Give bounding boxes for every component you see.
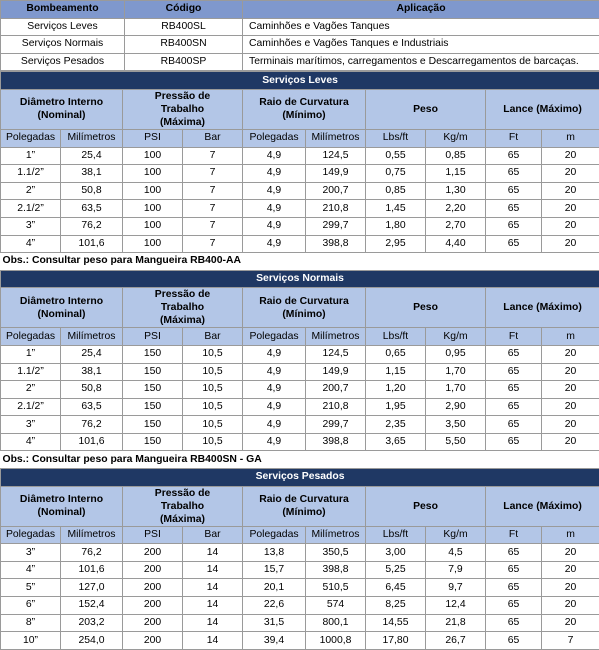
table-cell: 4,9	[243, 165, 306, 183]
table-cell: 26,7	[426, 632, 486, 650]
table-cell: 200	[123, 561, 183, 579]
table-cell: 2”	[1, 182, 61, 200]
table-cell: 6,45	[366, 579, 426, 597]
table-cell: 65	[486, 217, 542, 235]
table-cell: 13,8	[243, 544, 306, 562]
table-cell: 20	[542, 165, 599, 183]
unit-header: Lbs/ft	[366, 328, 426, 346]
table-row	[1, 217, 599, 235]
product-aplicacao: Caminhões e Vagões Tanques e Industriais	[243, 36, 599, 54]
table-cell: 4,9	[243, 200, 306, 218]
product-aplicacao: Caminhões e Vagões Tanques	[243, 18, 599, 36]
unit-header: Lbs/ft	[366, 526, 426, 544]
table-cell: 7	[183, 165, 243, 183]
table-cell: 7,9	[426, 561, 486, 579]
table-cell: 20	[542, 544, 599, 562]
table-cell: 20	[542, 579, 599, 597]
table-cell: 210,8	[306, 398, 366, 416]
section-title: Serviços Pesados	[1, 469, 599, 487]
table-cell: 124,5	[306, 345, 366, 363]
header-diametro: Diâmetro Interno (Nominal)	[1, 288, 123, 328]
header-diametro: Diâmetro Interno (Nominal)	[1, 89, 123, 129]
table-cell: 8,25	[366, 597, 426, 615]
table-cell: 1,70	[426, 381, 486, 399]
header-codigo: Código	[125, 1, 243, 19]
unit-header: Milímetros	[61, 526, 123, 544]
table-cell: 2.1/2”	[1, 398, 61, 416]
table-cell: 20	[542, 235, 599, 253]
table-cell: 100	[123, 165, 183, 183]
table-cell: 1.1/2”	[1, 165, 61, 183]
table-cell: 3,65	[366, 433, 426, 451]
table-row	[1, 363, 599, 381]
table-cell: 25,4	[61, 147, 123, 165]
table-cell: 65	[486, 200, 542, 218]
table-cell: 150	[123, 345, 183, 363]
table-cell: 20	[542, 416, 599, 434]
table-cell: 150	[123, 381, 183, 399]
table-cell: 510,5	[306, 579, 366, 597]
table-cell: 4”	[1, 235, 61, 253]
unit-header: Kg/m	[426, 526, 486, 544]
table-cell: 299,7	[306, 217, 366, 235]
table-cell: 574	[306, 597, 366, 615]
table-cell: 101,6	[61, 235, 123, 253]
table-cell: 38,1	[61, 363, 123, 381]
unit-header: PSI	[123, 328, 183, 346]
header-raio: Raio de Curvatura (Mínimo)	[243, 486, 366, 526]
table-row	[1, 579, 599, 597]
unit-header: Polegadas	[1, 129, 61, 147]
table-cell: 200	[123, 614, 183, 632]
table-cell: 7	[542, 632, 599, 650]
table-row	[1, 165, 599, 183]
table-row	[1, 597, 599, 615]
product-bombeamento: Serviços Normais	[1, 36, 125, 54]
table-cell: 1,15	[366, 363, 426, 381]
unit-header: Ft	[486, 328, 542, 346]
unit-header: Polegadas	[1, 526, 61, 544]
table-cell: 20	[542, 363, 599, 381]
table-cell: 20	[542, 182, 599, 200]
table-cell: 20	[542, 345, 599, 363]
table-cell: 2.1/2”	[1, 200, 61, 218]
table-cell: 0,55	[366, 147, 426, 165]
table-cell: 149,9	[306, 165, 366, 183]
table-cell: 124,5	[306, 147, 366, 165]
unit-header: Ft	[486, 526, 542, 544]
table-cell: 4,9	[243, 381, 306, 399]
header-diametro: Diâmetro Interno (Nominal)	[1, 486, 123, 526]
servicos-pesados-table	[0, 468, 599, 650]
obs-row	[1, 253, 599, 270]
table-cell: 21,8	[426, 614, 486, 632]
table-cell: 4”	[1, 561, 61, 579]
table-cell: 1,15	[426, 165, 486, 183]
table-cell: 4,9	[243, 147, 306, 165]
table-cell: 65	[486, 544, 542, 562]
table-cell: 20	[542, 597, 599, 615]
table-cell: 203,2	[61, 614, 123, 632]
table-cell: 10”	[1, 632, 61, 650]
table-cell: 2,20	[426, 200, 486, 218]
table-cell: 4,9	[243, 363, 306, 381]
table-cell: 0,75	[366, 165, 426, 183]
unit-header-row	[1, 129, 599, 147]
table-cell: 20	[542, 398, 599, 416]
table-cell: 50,8	[61, 381, 123, 399]
table-cell: 14,55	[366, 614, 426, 632]
header-pressao: Pressão de Trabalho (Máxima)	[123, 288, 243, 328]
table-cell: 20	[542, 614, 599, 632]
table-cell: 127,0	[61, 579, 123, 597]
table-cell: 4,9	[243, 235, 306, 253]
table-cell: 8”	[1, 614, 61, 632]
table-cell: 4,9	[243, 182, 306, 200]
table-cell: 63,5	[61, 200, 123, 218]
product-table	[0, 0, 599, 71]
table-cell: 200,7	[306, 381, 366, 399]
table-cell: 14	[183, 632, 243, 650]
unit-header: Polegadas	[243, 328, 306, 346]
table-cell: 5,25	[366, 561, 426, 579]
table-cell: 1,80	[366, 217, 426, 235]
product-row	[1, 53, 599, 71]
table-row	[1, 381, 599, 399]
unit-header: Milímetros	[61, 129, 123, 147]
table-cell: 7	[183, 217, 243, 235]
unit-header: m	[542, 129, 599, 147]
table-row	[1, 433, 599, 451]
table-cell: 7	[183, 147, 243, 165]
table-cell: 63,5	[61, 398, 123, 416]
table-cell: 1,30	[426, 182, 486, 200]
table-row	[1, 235, 599, 253]
section-title-row	[1, 72, 599, 90]
table-cell: 1,70	[426, 363, 486, 381]
table-cell: 1”	[1, 345, 61, 363]
table-cell: 12,4	[426, 597, 486, 615]
header-peso: Peso	[366, 89, 486, 129]
table-cell: 10,5	[183, 381, 243, 399]
table-cell: 65	[486, 345, 542, 363]
table-cell: 5”	[1, 579, 61, 597]
table-cell: 14	[183, 561, 243, 579]
table-cell: 0,65	[366, 345, 426, 363]
table-cell: 1,45	[366, 200, 426, 218]
unit-header: Milímetros	[306, 526, 366, 544]
table-cell: 200	[123, 544, 183, 562]
table-cell: 4,9	[243, 217, 306, 235]
unit-header: Bar	[183, 526, 243, 544]
table-cell: 10,5	[183, 416, 243, 434]
table-cell: 4,5	[426, 544, 486, 562]
table-cell: 4”	[1, 433, 61, 451]
section-title-row	[1, 469, 599, 487]
header-pressao: Pressão de Trabalho (Máxima)	[123, 486, 243, 526]
unit-header: Ft	[486, 129, 542, 147]
table-row	[1, 345, 599, 363]
table-cell: 14	[183, 544, 243, 562]
table-cell: 20	[542, 200, 599, 218]
table-cell: 101,6	[61, 561, 123, 579]
table-cell: 100	[123, 200, 183, 218]
table-cell: 800,1	[306, 614, 366, 632]
product-aplicacao: Terminais marítimos, carregamentos e Descarregamentos de barcaças.	[243, 53, 599, 71]
table-cell: 20	[542, 381, 599, 399]
table-cell: 101,6	[61, 433, 123, 451]
table-cell: 14	[183, 614, 243, 632]
table-cell: 15,7	[243, 561, 306, 579]
table-cell: 4,40	[426, 235, 486, 253]
section-title-row	[1, 270, 599, 288]
table-cell: 76,2	[61, 544, 123, 562]
product-row	[1, 18, 599, 36]
table-cell: 20,1	[243, 579, 306, 597]
table-row	[1, 561, 599, 579]
table-cell: 2,95	[366, 235, 426, 253]
column-group-header-row	[1, 89, 599, 129]
header-peso: Peso	[366, 486, 486, 526]
table-cell: 20	[542, 217, 599, 235]
table-cell: 76,2	[61, 416, 123, 434]
unit-header: Bar	[183, 129, 243, 147]
table-cell: 254,0	[61, 632, 123, 650]
table-cell: 398,8	[306, 433, 366, 451]
table-cell: 7	[183, 182, 243, 200]
sections-container	[0, 71, 599, 649]
table-cell: 39,4	[243, 632, 306, 650]
table-cell: 14	[183, 579, 243, 597]
table-cell: 4,9	[243, 398, 306, 416]
unit-header: Kg/m	[426, 328, 486, 346]
table-cell: 7	[183, 200, 243, 218]
obs-row	[1, 451, 599, 468]
table-cell: 76,2	[61, 217, 123, 235]
table-cell: 152,4	[61, 597, 123, 615]
table-cell: 150	[123, 363, 183, 381]
table-cell: 65	[486, 363, 542, 381]
table-cell: 1000,8	[306, 632, 366, 650]
unit-header: Bar	[183, 328, 243, 346]
table-cell: 65	[486, 433, 542, 451]
table-row	[1, 398, 599, 416]
table-cell: 210,8	[306, 200, 366, 218]
table-cell: 350,5	[306, 544, 366, 562]
table-cell: 398,8	[306, 235, 366, 253]
table-cell: 7	[183, 235, 243, 253]
table-cell: 3”	[1, 416, 61, 434]
unit-header: Polegadas	[1, 328, 61, 346]
table-cell: 22,6	[243, 597, 306, 615]
table-cell: 38,1	[61, 165, 123, 183]
table-cell: 0,85	[426, 147, 486, 165]
table-cell: 2,70	[426, 217, 486, 235]
table-cell: 3”	[1, 544, 61, 562]
unit-header: m	[542, 328, 599, 346]
table-row	[1, 416, 599, 434]
table-cell: 200	[123, 632, 183, 650]
table-row	[1, 200, 599, 218]
unit-header-row	[1, 328, 599, 346]
header-bombeamento: Bombeamento	[1, 1, 125, 19]
table-cell: 1.1/2”	[1, 363, 61, 381]
table-cell: 9,7	[426, 579, 486, 597]
unit-header: PSI	[123, 526, 183, 544]
table-cell: 1,20	[366, 381, 426, 399]
servicos-normais-table	[0, 270, 599, 468]
table-cell: 150	[123, 398, 183, 416]
header-lance: Lance (Máximo)	[486, 288, 599, 328]
table-cell: 31,5	[243, 614, 306, 632]
unit-header: Polegadas	[243, 526, 306, 544]
table-cell: 65	[486, 182, 542, 200]
table-cell: 65	[486, 165, 542, 183]
table-cell: 4,9	[243, 345, 306, 363]
table-row	[1, 632, 599, 650]
table-cell: 4,9	[243, 416, 306, 434]
servicos-leves-table	[0, 71, 599, 269]
table-cell: 65	[486, 632, 542, 650]
unit-header: Milímetros	[306, 328, 366, 346]
header-lance: Lance (Máximo)	[486, 89, 599, 129]
column-group-header-row	[1, 288, 599, 328]
table-cell: 100	[123, 147, 183, 165]
table-cell: 299,7	[306, 416, 366, 434]
table-cell: 65	[486, 381, 542, 399]
table-cell: 65	[486, 235, 542, 253]
obs-note: Obs.: Consultar peso para Mangueira RB400SN - GA	[1, 451, 599, 468]
table-cell: 100	[123, 217, 183, 235]
table-cell: 65	[486, 147, 542, 165]
table-cell: 65	[486, 398, 542, 416]
unit-header: Milímetros	[306, 129, 366, 147]
table-cell: 200,7	[306, 182, 366, 200]
unit-header: m	[542, 526, 599, 544]
section-title: Serviços Leves	[1, 72, 599, 90]
product-codigo: RB400SL	[125, 18, 243, 36]
product-bombeamento: Serviços Leves	[1, 18, 125, 36]
table-cell: 50,8	[61, 182, 123, 200]
table-cell: 2,35	[366, 416, 426, 434]
table-cell: 1,95	[366, 398, 426, 416]
table-cell: 14	[183, 597, 243, 615]
product-row	[1, 36, 599, 54]
table-cell: 20	[542, 433, 599, 451]
table-cell: 3”	[1, 217, 61, 235]
table-cell: 20	[542, 147, 599, 165]
table-cell: 0,95	[426, 345, 486, 363]
unit-header: Milímetros	[61, 328, 123, 346]
table-cell: 149,9	[306, 363, 366, 381]
table-cell: 200	[123, 579, 183, 597]
header-peso: Peso	[366, 288, 486, 328]
header-raio: Raio de Curvatura (Mínimo)	[243, 89, 366, 129]
product-bombeamento: Serviços Pesados	[1, 53, 125, 71]
table-cell: 20	[542, 561, 599, 579]
section-title: Serviços Normais	[1, 270, 599, 288]
table-cell: 1”	[1, 147, 61, 165]
table-cell: 100	[123, 182, 183, 200]
table-cell: 65	[486, 579, 542, 597]
table-cell: 65	[486, 614, 542, 632]
table-cell: 10,5	[183, 398, 243, 416]
unit-header-row	[1, 526, 599, 544]
table-cell: 150	[123, 433, 183, 451]
table-row	[1, 147, 599, 165]
unit-header: Kg/m	[426, 129, 486, 147]
unit-header: Polegadas	[243, 129, 306, 147]
unit-header: Lbs/ft	[366, 129, 426, 147]
table-cell: 3,50	[426, 416, 486, 434]
table-row	[1, 614, 599, 632]
table-cell: 2”	[1, 381, 61, 399]
product-header-row	[1, 1, 599, 19]
unit-header: PSI	[123, 129, 183, 147]
obs-note: Obs.: Consultar peso para Mangueira RB400-AA	[1, 253, 599, 270]
header-pressao: Pressão de Trabalho (Máxima)	[123, 89, 243, 129]
header-lance: Lance (Máximo)	[486, 486, 599, 526]
table-cell: 398,8	[306, 561, 366, 579]
table-cell: 3,00	[366, 544, 426, 562]
table-cell: 150	[123, 416, 183, 434]
table-cell: 100	[123, 235, 183, 253]
header-raio: Raio de Curvatura (Mínimo)	[243, 288, 366, 328]
table-cell: 200	[123, 597, 183, 615]
table-cell: 10,5	[183, 345, 243, 363]
table-cell: 65	[486, 416, 542, 434]
table-cell: 5,50	[426, 433, 486, 451]
table-cell: 25,4	[61, 345, 123, 363]
table-cell: 6”	[1, 597, 61, 615]
table-cell: 4,9	[243, 433, 306, 451]
table-cell: 17,80	[366, 632, 426, 650]
table-cell: 10,5	[183, 363, 243, 381]
table-cell: 65	[486, 597, 542, 615]
table-cell: 10,5	[183, 433, 243, 451]
product-codigo: RB400SP	[125, 53, 243, 71]
column-group-header-row	[1, 486, 599, 526]
table-cell: 65	[486, 561, 542, 579]
table-cell: 0,85	[366, 182, 426, 200]
product-codigo: RB400SN	[125, 36, 243, 54]
table-cell: 2,90	[426, 398, 486, 416]
table-row	[1, 182, 599, 200]
header-aplicacao: Aplicação	[243, 1, 599, 19]
table-row	[1, 544, 599, 562]
